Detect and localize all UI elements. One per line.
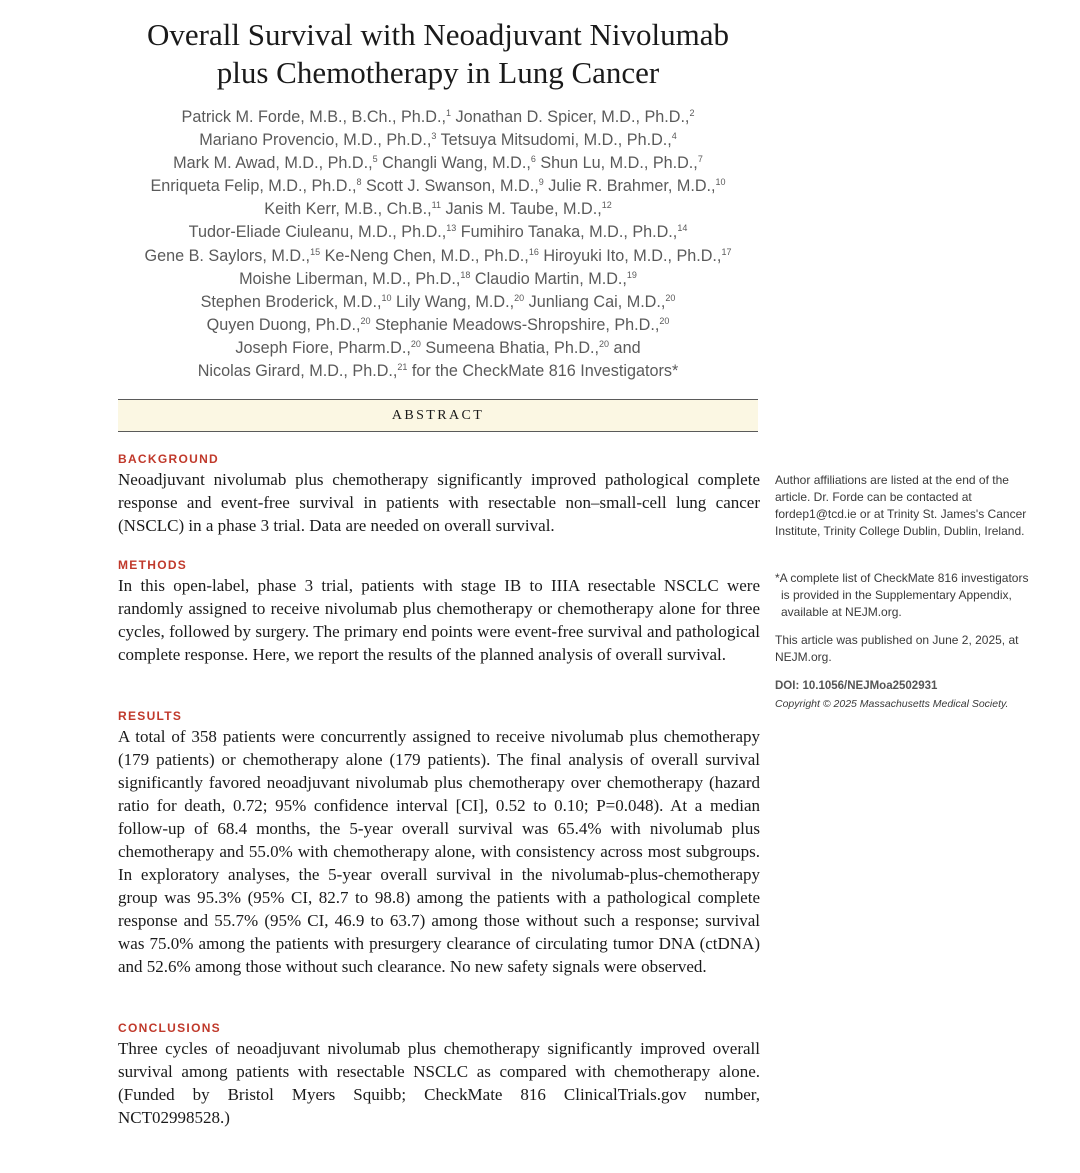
author-name: for the CheckMate 816 Investigators* [407, 362, 679, 381]
methods-text: In this open-label, phase 3 trial, patients with stage IB to IIIA resectable NSCLC were randomly assigned to receive nivolumab plus chemotherapy or chemotherapy alone for three cycles, followed by surgery. The primary end points were event-free survival and pathological complete response. Here, we report the results of the planned analysis of overall survival. [118, 576, 760, 664]
author-name: Stephen Broderick, M.D., [200, 292, 382, 311]
author-name: Junliang Cai, M.D., [524, 292, 666, 311]
author-line [108, 337, 768, 360]
author-name: Mark M. Awad, M.D., Ph.D., [173, 154, 373, 173]
author-line [108, 221, 768, 244]
abstract-banner [118, 399, 758, 432]
affiliation-number: 14 [677, 223, 688, 234]
author-name: Shun Lu, M.D., Ph.D., [535, 154, 698, 173]
investigators-note-text: *A complete list of CheckMate 816 investigators is provided in the Supplementary Appendix, available at NEJM.org. [775, 571, 1029, 619]
author-line [108, 268, 768, 291]
author-name: Enriqueta Felip, M.D., Ph.D., [150, 177, 357, 196]
author-name: Tetsuya Mitsudomi, M.D., Ph.D., [436, 131, 672, 150]
article-title [118, 16, 758, 92]
affiliation-number: 20 [514, 292, 525, 303]
affiliation-number: 6 [530, 154, 536, 165]
author-name: Fumihiro Tanaka, M.D., Ph.D., [456, 223, 678, 242]
conclusions-heading: CONCLUSIONS [118, 1021, 221, 1035]
affiliation-number: 10 [381, 292, 392, 303]
author-name: and [609, 338, 641, 357]
author-line [108, 314, 768, 337]
affiliation-number: 20 [665, 292, 676, 303]
results-section [118, 709, 760, 978]
author-affiliations-note: Author affiliations are listed at the end of the article. Dr. Forde can be contacted at fordep1@tcd.ie or at Trinity St. James's Cancer Institute, Trinity College Dublin, Dublin, Ireland. [775, 473, 1027, 538]
author-name: Stephanie Meadows-Shropshire, Ph.D., [370, 315, 660, 334]
methods-section [118, 558, 760, 666]
author-name: Mariano Provencio, M.D., Ph.D., [199, 131, 432, 150]
affiliation-number: 12 [601, 200, 612, 211]
affiliation-number: 15 [310, 246, 321, 257]
author-name: Joseph Fiore, Pharm.D., [235, 338, 411, 357]
affiliation-number: 20 [659, 315, 670, 326]
author-name: Tudor-Eliade Ciuleanu, M.D., Ph.D., [188, 223, 447, 242]
affiliation-number: 9 [538, 177, 544, 188]
author-name: Ke-Neng Chen, M.D., Ph.D., [320, 246, 529, 265]
affiliation-number: 11 [431, 200, 441, 211]
author-name: Lily Wang, M.D., [391, 292, 515, 311]
affiliation-number: 16 [528, 246, 539, 257]
author-name: Patrick M. Forde, M.B., B.Ch., Ph.D., [181, 108, 446, 126]
affiliation-number: 13 [446, 223, 457, 234]
author-line [108, 175, 768, 198]
author-line [108, 291, 768, 314]
conclusions-text: Three cycles of neoadjuvant nivolumab plus chemotherapy significantly improved overall survival among patients with resectable NSCLC as compared with chemotherapy alone. (Funded by Bristol Myers Squibb; CheckMate 816 ClinicalTrials.gov number, NCT02998528.) [118, 1039, 760, 1127]
affiliation-number: 7 [697, 154, 703, 165]
author-name: Quyen Duong, Ph.D., [206, 315, 361, 334]
affiliation-number: 19 [626, 269, 637, 280]
author-line [108, 106, 768, 129]
author-line [108, 245, 768, 268]
background-text: Neoadjuvant nivolumab plus chemotherapy significantly improved pathological complete response and event-free survival in patients with resectable non–small-cell lung cancer (NSCLC) in a phase 3 trial. Data are needed on overall survival. [118, 470, 760, 535]
author-line [108, 198, 768, 221]
author-name: Scott J. Swanson, M.D., [361, 177, 539, 196]
author-name: Jonathan D. Spicer, M.D., Ph.D., [451, 108, 690, 126]
author-name: Moishe Liberman, M.D., Ph.D., [239, 269, 461, 288]
affiliation-number: 20 [410, 338, 421, 349]
affiliation-number: 17 [721, 246, 732, 257]
author-list [108, 106, 768, 383]
author-line [108, 152, 768, 175]
affiliation-number: 10 [715, 177, 726, 188]
abstract-label: ABSTRACT [391, 407, 485, 423]
author-name: Gene B. Saylors, M.D., [144, 246, 311, 265]
author-name: Hiroyuki Ito, M.D., Ph.D., [538, 246, 722, 265]
author-name: Julie R. Brahmer, M.D., [543, 177, 716, 196]
publication-note: This article was published on June 2, 2025, at NEJM.org. [775, 633, 1019, 664]
methods-heading: METHODS [118, 558, 188, 572]
author-name: Claudio Martin, M.D., [470, 269, 627, 288]
affiliation-number: 1 [446, 108, 452, 118]
affiliation-number: 21 [397, 362, 408, 373]
author-name: Sumeena Bhatia, Ph.D., [420, 338, 600, 357]
affiliation-number: 5 [372, 154, 378, 165]
author-name: Keith Kerr, M.B., Ch.B., [264, 200, 432, 219]
results-heading: RESULTS [118, 709, 183, 723]
author-name: Changli Wang, M.D., [377, 154, 531, 173]
author-line [108, 129, 768, 152]
author-line [108, 360, 768, 383]
title-line-2: plus Chemotherapy in Lung Cancer [216, 55, 660, 90]
affiliation-number: 20 [360, 315, 371, 326]
affiliation-number: 4 [671, 131, 677, 142]
author-name: Janis M. Taube, M.D., [440, 200, 602, 219]
author-name: Nicolas Girard, M.D., Ph.D., [197, 362, 398, 381]
affiliation-number: 2 [689, 108, 695, 118]
conclusions-section [118, 1021, 760, 1129]
affiliation-number: 8 [356, 177, 362, 188]
background-heading: BACKGROUND [118, 452, 219, 466]
copyright-notice: Copyright © 2025 Massachusetts Medical Society. [775, 698, 1009, 710]
affiliation-number: 20 [599, 338, 610, 349]
title-line-1: Overall Survival with Neoadjuvant Nivolumab [147, 17, 729, 52]
affiliation-number: 3 [431, 131, 437, 142]
results-text: A total of 358 patients were concurrently assigned to receive nivolumab plus chemotherapy (179 patients) or chemotherapy alone (179 patients). The final analysis of overall survival significantly favored neoadjuvant nivolumab plus chemotherapy over chemotherapy (hazard ratio for death, 0.72; 95% confidence interval [CI], 0.52 to 0.10; P=0.048). At a median follow-up of 68.4 months, the 5-year overall survival was 65.4% with nivolumab plus chemotherapy and 55.0% with chemotherapy alone, with consistency across most subgroups. In exploratory analyses, the 5-year overall survival in the nivolumab-plus-chemotherapy group was 95.3% (95% CI, 82.7 to 98.8) among the patients with a pathological complete response and 55.7% (95% CI, 46.9 to 63.7) among those without such a response; survival was 75.0% among the patients with presurgery clearance of circulating tumor DNA (ctDNA) and 52.6% among those without such clearance. No new safety signals were observed. [118, 727, 760, 976]
affiliation-number: 18 [460, 269, 471, 280]
investigators-note [775, 570, 1035, 621]
background-section [118, 452, 760, 537]
doi-link[interactable]: DOI: 10.1056/NEJMoa2502931 [775, 680, 938, 692]
